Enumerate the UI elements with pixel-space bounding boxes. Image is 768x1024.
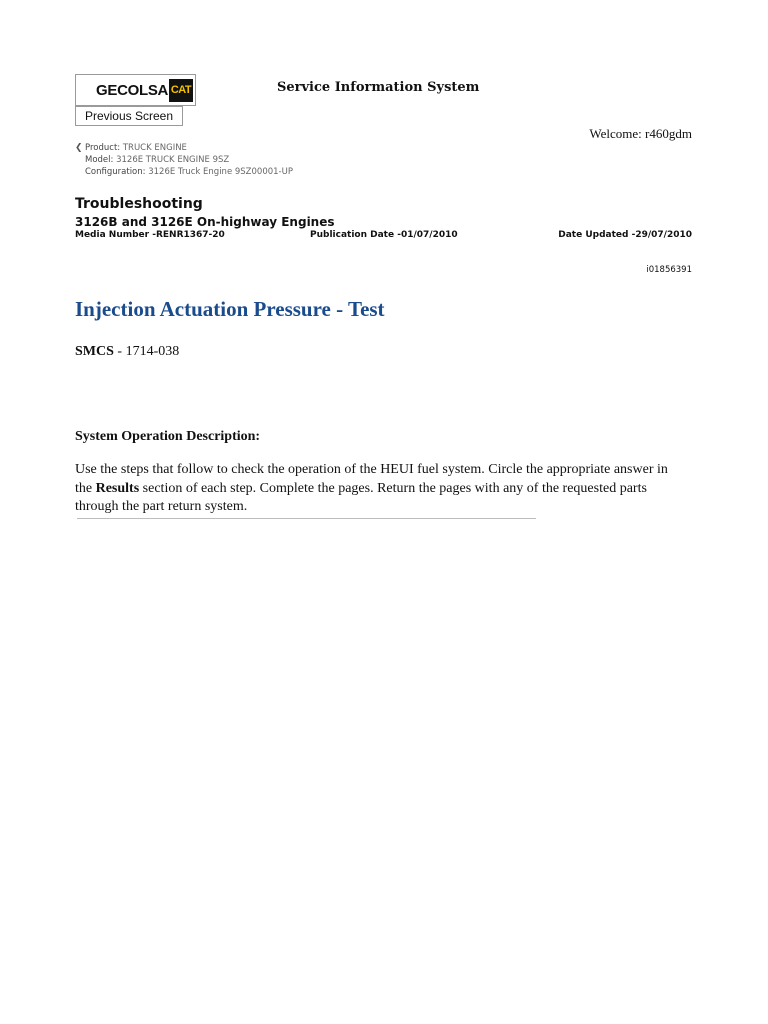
breadcrumb-model [75,154,293,166]
date-updated: Date Updated -29/07/2010 [558,230,692,240]
paragraph-text: Use the steps that follow to check the operation of the HEUI fuel system. Circle the appropriate answer in the [75,462,668,496]
document-id: i01856391 [646,265,692,275]
cat-logo-icon: CAT [169,79,193,102]
breadcrumb-configuration [75,166,293,178]
paragraph-text-continued: section of each step. Complete the pages. Return the pages with any of the requested parts through the part return system. [75,480,647,514]
smcs-code [75,344,179,360]
configuration-value: 3126E Truck Engine 9SZ00001-UP [148,167,293,177]
product-value: TRUCK ENGINE [122,143,187,153]
product-label: Product: [85,143,121,153]
page-heading: Injection Actuation Pressure - Test [75,297,385,321]
model-value: 3126E TRUCK ENGINE 9SZ [116,155,230,165]
smcs-label: SMCS [75,344,114,359]
model-label: Model: [85,155,114,165]
welcome-user: Welcome: r460gdm [589,126,692,141]
divider [77,518,536,519]
logo-text: GECOLSA [96,82,169,99]
previous-screen-button[interactable]: Previous Screen [75,106,183,126]
system-title: Service Information System [277,80,480,95]
chevron-left-icon[interactable]: ❮ [75,143,83,153]
smcs-value: - 1714-038 [113,344,180,359]
media-number: Media Number -RENR1367-20 [75,230,225,240]
document-title: Troubleshooting [75,196,203,212]
description-paragraph [75,461,685,517]
breadcrumb-product [75,142,293,154]
results-keyword: Results [95,480,140,496]
breadcrumb [75,142,293,178]
publication-date: Publication Date -01/07/2010 [310,230,458,240]
configuration-label: Configuration: [85,167,146,177]
section-heading: System Operation Description: [75,429,261,444]
gecolsa-logo [75,74,196,106]
document-subtitle: 3126B and 3126E On-highway Engines [75,215,335,229]
